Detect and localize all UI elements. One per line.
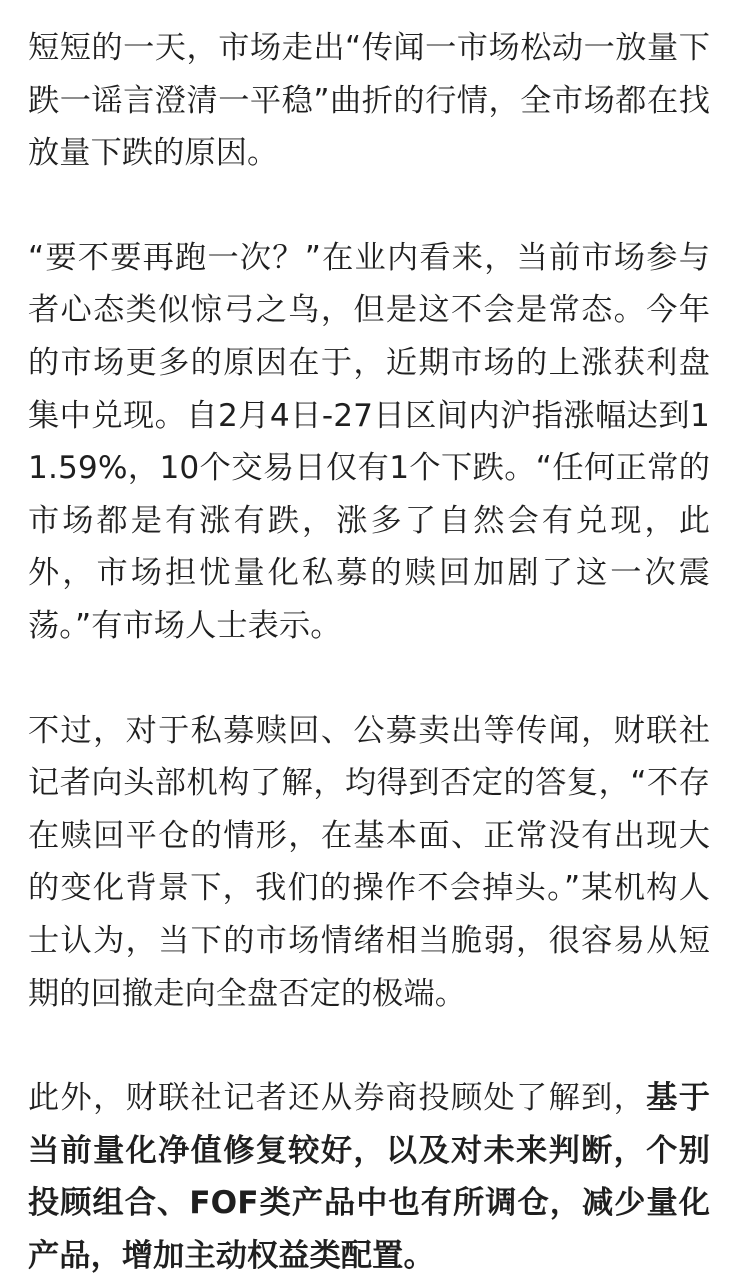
paragraph-bold-highlight: 基于当前量化净值修复较好，以及对未来判断，个别投顾组合、FOF类产品中也有所调仓，减少量化产品，增加主动权益类配置。 — [28, 1080, 710, 1274]
paragraph-market-rumor-day — [28, 22, 710, 180]
paragraph-text: “要不要再跑一次？”在业内看来，当前市场参与者心态类似惊弓之鸟，但是这不会是常态。今年的市场更多的原因在于，近期市场的上涨获利盘集中兑现。自2月4日-27日区间内沪指涨幅达到11.59%，10个交易日仅有1个下跌。“任何正常的市场都是有涨有跌，涨多了自然会有兑现，此外，市场担忧量化私募的赎回加剧了这一次震荡。”有市场人士表示。 — [28, 239, 710, 644]
paragraph-intro-text: 此外，财联社记者还从券商投顾处了解到， — [28, 1080, 647, 1117]
paragraph-text: 短短的一天，市场走出“传闻一市场松动一放量下跌一谣言澄清一平稳”曲折的行情，全市场都在找放量下跌的原因。 — [28, 30, 710, 172]
paragraph-institution-response — [28, 705, 710, 1021]
paragraph-market-sentiment — [28, 232, 710, 653]
paragraph-text: 不过，对于私募赎回、公募卖出等传闻，财联社记者向头部机构了解，均得到否定的答复，“不存在赎回平仓的情形，在基本面、正常没有出现大的变化背景下，我们的操作不会掉头。”某机构人士认为，当下的市场情绪相当脆弱，很容易从短期的回撤走向全盘否定的极端。 — [28, 712, 710, 1012]
paragraph-portfolio-adjustment — [28, 1072, 710, 1282]
